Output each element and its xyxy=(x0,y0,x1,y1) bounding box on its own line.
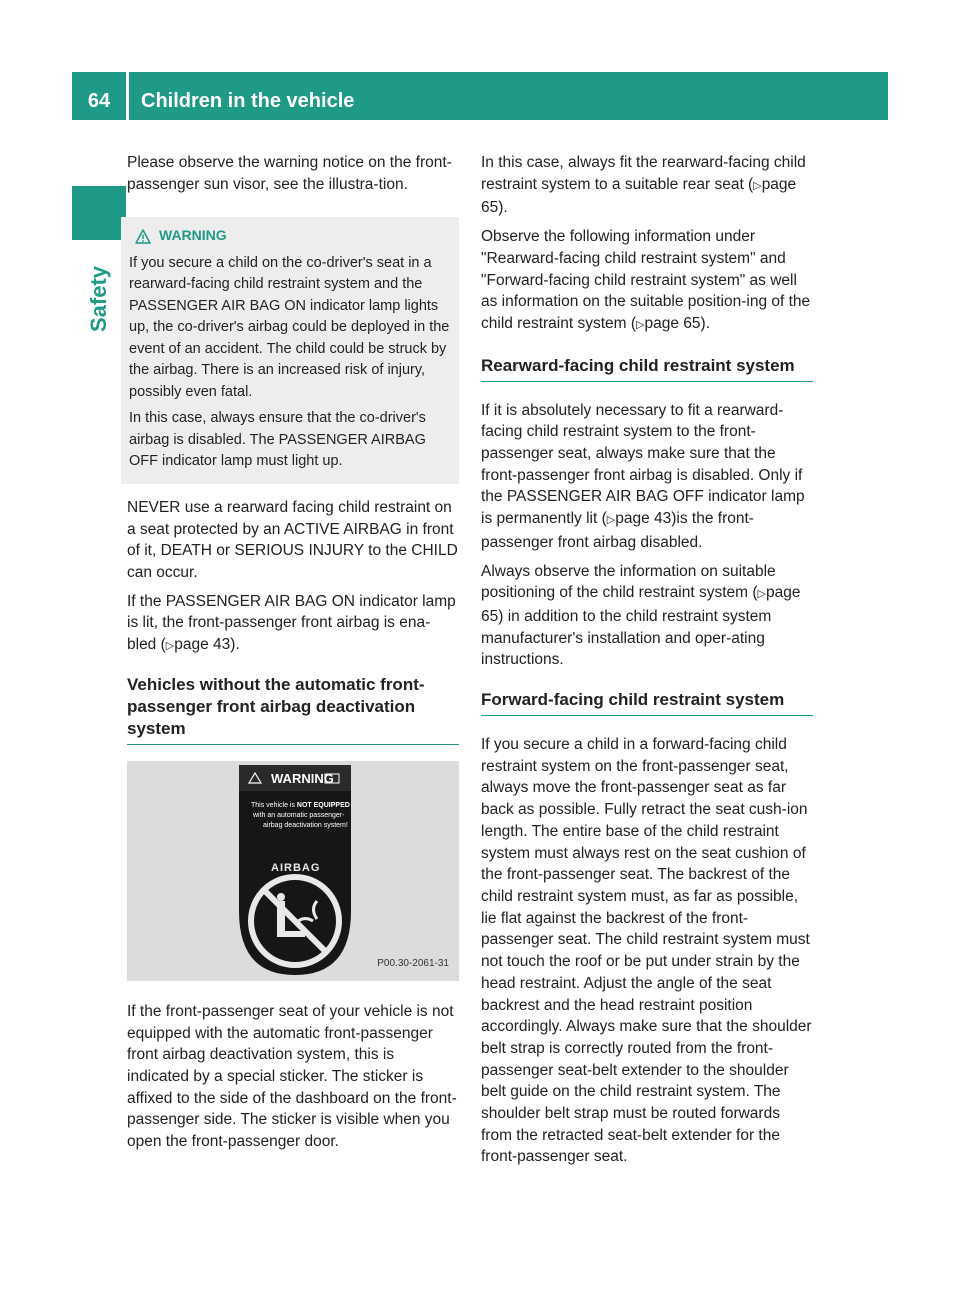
rearward-paragraph-2 xyxy=(481,561,813,672)
header-divider xyxy=(126,72,129,120)
section-tab-label xyxy=(78,254,120,344)
rear-seat-paragraph xyxy=(481,152,813,219)
text-segment: Always observe the information on suitable positioning of the child restraint system ( xyxy=(481,562,776,602)
sticker-title: WARNING xyxy=(271,770,334,786)
page-reference-link[interactable]: page 65). xyxy=(481,175,797,217)
section-tab-block xyxy=(72,186,126,240)
text-segment: If the PASSENGER AIR BAG ON indicator lamp is lit, the front-passenger front airbag is ena-bled ( xyxy=(127,592,456,654)
section-tab-text: Safety xyxy=(86,265,111,333)
warning-sticker-figure xyxy=(127,761,459,981)
section-heading-forward: Forward-facing child restraint system xyxy=(481,689,813,716)
page-reference-arrow-icon: ▷ xyxy=(636,318,645,331)
rearward-paragraph-1 xyxy=(481,400,813,554)
page-reference-arrow-icon: ▷ xyxy=(753,179,762,192)
section-heading-rearward: Rearward-facing child restraint system xyxy=(481,355,813,382)
right-column xyxy=(481,152,813,1175)
page-number: 64 xyxy=(87,90,111,112)
warning-heading xyxy=(135,225,453,247)
warning-title: WARNING xyxy=(159,227,227,244)
page-reference-link[interactable]: page 43). xyxy=(174,636,240,654)
section-heading-no-deactivation: Vehicles without the automatic front-passenger front airbag deactivation system xyxy=(127,674,459,745)
page-reference-link[interactable]: page 65). xyxy=(644,314,711,332)
text-segment: If it is absolutely necessary to fit a rearward-facing child restraint system to the front-passenger seat, always make sure that the front-passenger front airbag is disabled. Only if the PASSENGER AIR BAG OFF indicator lamp is permanently lit ( xyxy=(481,401,805,528)
page-reference-arrow-icon: ▷ xyxy=(757,588,767,601)
sticker-arc-text: AIRBAG xyxy=(271,861,321,874)
sticker-paragraph: If the front-passenger seat of your vehicle is not equipped with the automatic front-passenger front airbag deactivation system, this is indicated by a special sticker. The sticker is affixed to the side of the dashboard on the front-passenger side. The sticker is visible when you open the front-passenger door. xyxy=(127,1002,457,1151)
page-title: Children in the vehicle xyxy=(141,90,355,112)
text-segment: Observe the following information under "Rearward-facing child restraint system" and "Forward-facing child restraint system" as well as information on the suitable position-ing of the child restraint system ( xyxy=(481,228,811,332)
warning-text-1: If you secure a child on the co-driver's seat in a rearward-facing child restraint system and the PASSENGER AIR BAG ON indicator lamp lights up, the co-driver's airbag could be deployed in the event of an accident. The child could be struck by the airbag. There is an increased risk of injury, possibly even fatal. xyxy=(129,254,450,400)
forward-paragraph: If you secure a child in a forward-facing child restraint system on the front-passenger seat, always move the front-passenger seat as far back as possible. Fully retract the seat cush-ion length. The entire base of the child restraint system must always rest on the seat cushion of the front-passenger seat. The backrest of the child restraint system must, as far as possible, lie flat against the backrest of the front-passenger seat. The child restraint system must not touch the roof or be put under strain by the head restraint. Adjust the angle of the seat backrest and the head restraint position accordingly. Always make sure that the shoulder belt strap is correctly routed from the front-passenger seat-belt extender to the shoulder belt guide on the child restraint system. The shoulder belt strap must be routed forwards from the retracted seat-belt extender for the front-passenger seat. xyxy=(481,736,812,1166)
sticker-line-2: with an automatic passenger- xyxy=(253,811,345,819)
left-column xyxy=(127,152,459,1160)
airbag-on-paragraph xyxy=(127,591,459,658)
page-reference-link[interactable]: page 65) in addition to the child restraint system manufacturer's installation and oper-ating instructions. xyxy=(481,584,801,669)
observe-paragraph xyxy=(481,226,813,337)
page-reference-arrow-icon: ▷ xyxy=(165,640,175,653)
never-paragraph: NEVER use a rearward facing child restraint on a seat protected by an ACTIVE AIRBAG in front of it, DEATH or SERIOUS INJURY to the CHILD can occur. xyxy=(127,498,458,582)
page-reference-link[interactable]: page 43)is the front-passenger front airbag disabled. xyxy=(481,510,754,551)
warning-text-2: In this case, always ensure that the co-driver's airbag is disabled. The PASSENGER AIRBAG OFF indicator lamp must light up. xyxy=(129,410,426,470)
text-segment: In this case, always fit the rearward-facing child restraint system to a suitable rear seat ( xyxy=(481,154,806,193)
warning-triangle-icon xyxy=(135,229,151,244)
warning-sticker-illustration xyxy=(127,761,459,981)
sticker-line-3: airbag deactivation system! xyxy=(263,821,348,829)
page-reference-arrow-icon: ▷ xyxy=(606,514,616,527)
warning-box xyxy=(121,217,459,484)
sticker-line-1: This vehicle is NOT EQUIPPED xyxy=(251,801,350,809)
intro-paragraph: Please observe the warning notice on the front-passenger sun visor, see the illustra-tion. xyxy=(127,154,452,193)
figure-code: P00.30-2061-31 xyxy=(377,958,449,970)
